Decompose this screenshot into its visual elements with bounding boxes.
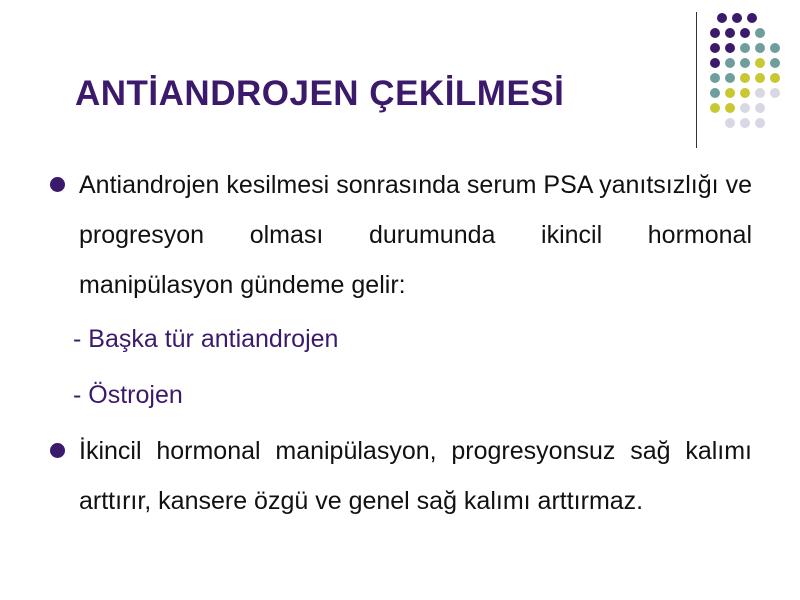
decor-dot [755, 73, 765, 83]
decor-dot [755, 43, 765, 53]
decor-dot [717, 13, 727, 23]
decor-dot [755, 118, 765, 128]
decor-dot [770, 43, 780, 53]
decor-dot [725, 88, 735, 98]
decor-dot [725, 28, 735, 38]
bullet-text: İkincil hormonal manipülasyon, progresyonsuz sağ kalımı arttırır, kansere özgü ve genel sağ kalımı arttırmaz. [79, 437, 752, 515]
decor-dot [755, 28, 765, 38]
decor-dot [725, 58, 735, 68]
decor-dot [740, 118, 750, 128]
decor-dot [725, 103, 735, 113]
decor-dot [740, 43, 750, 53]
decor-dot [770, 58, 780, 68]
decor-dot [755, 103, 765, 113]
decor-dot [710, 73, 720, 83]
decor-dot [740, 73, 750, 83]
decor-dot [725, 73, 735, 83]
decor-dot [770, 88, 780, 98]
decor-dot [725, 118, 735, 128]
decorative-divider-line [696, 12, 697, 148]
decor-dot [725, 43, 735, 53]
decor-dot [755, 58, 765, 68]
bullet-text: Antiandrojen kesilmesi sonrasında serum PSA yanıtsızlığı ve progresyon olması durumunda ikincil hormonal manipülasyon gündeme gelir: [79, 171, 752, 299]
decor-dot [770, 73, 780, 83]
decor-dot [747, 13, 757, 23]
decor-dot [710, 58, 720, 68]
decor-dot [710, 43, 720, 53]
decorative-dot-grid [710, 13, 790, 133]
bullet-marker [50, 443, 65, 458]
decor-dot [710, 28, 720, 38]
decor-dot [740, 88, 750, 98]
bullet-item [50, 160, 752, 310]
decor-dot [740, 58, 750, 68]
sub-item: - Başka tür antiandrojen [73, 325, 339, 353]
decor-dot [710, 88, 720, 98]
decor-dot [755, 88, 765, 98]
slide-title: ANTİANDROJEN ÇEKİLMESİ [75, 74, 565, 113]
sub-item: - Östrojen [73, 381, 183, 409]
decor-dot [732, 13, 742, 23]
bullet-item [50, 426, 752, 526]
decor-dot [740, 103, 750, 113]
decor-dot [740, 28, 750, 38]
decor-dot [710, 103, 720, 113]
bullet-marker [50, 177, 65, 192]
